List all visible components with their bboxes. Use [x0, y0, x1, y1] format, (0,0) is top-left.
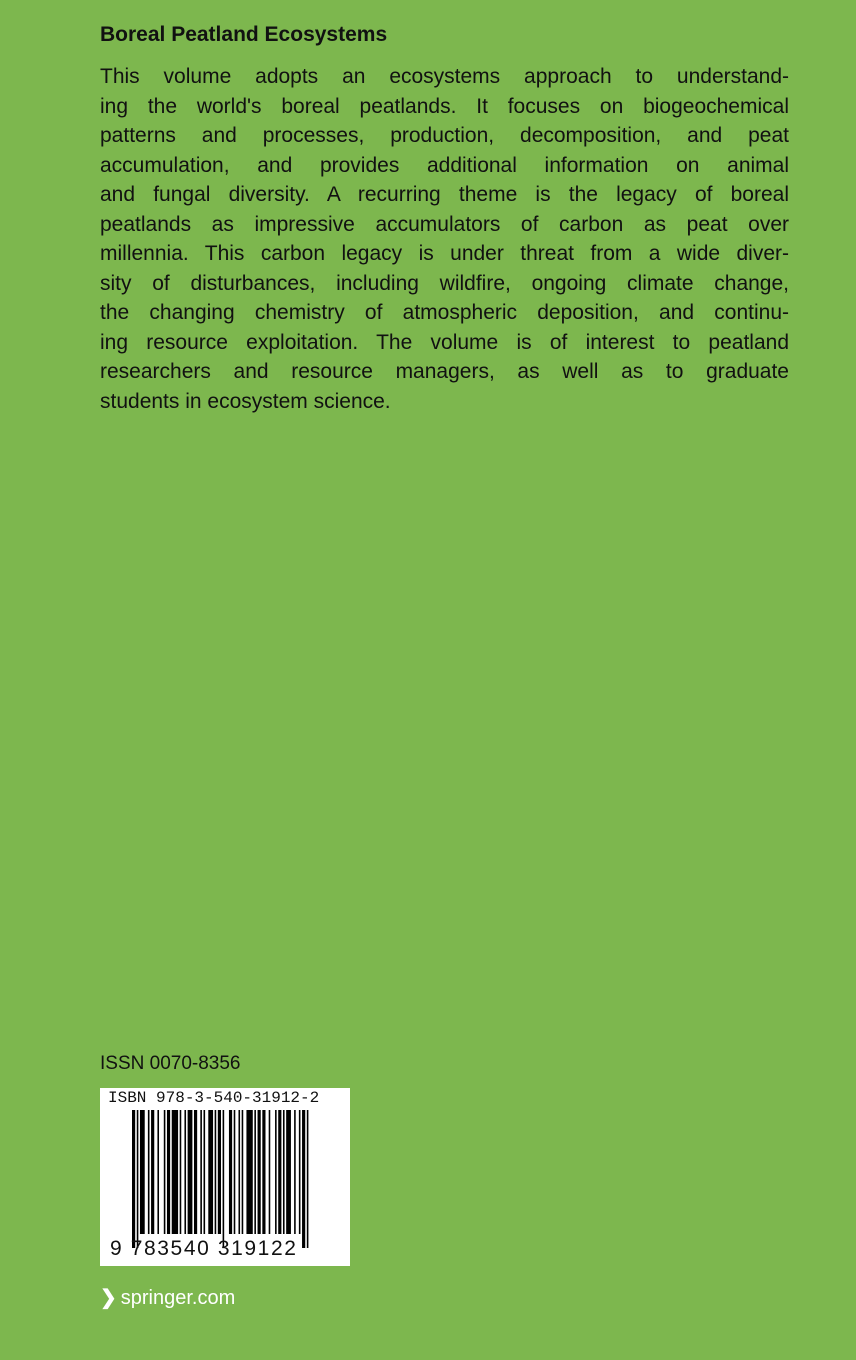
barcode-bar	[218, 1110, 221, 1234]
barcode-bar	[215, 1110, 217, 1234]
description-line: students in ecosystem science.	[100, 389, 391, 413]
barcode-bar	[286, 1110, 291, 1234]
issn-number: ISSN 0070-8356	[100, 1053, 241, 1074]
chevron-right-icon: ❯	[100, 1287, 117, 1309]
barcode-bar	[137, 1110, 139, 1248]
book-description	[100, 62, 789, 416]
barcode-bar	[299, 1110, 301, 1234]
website-label: springer.com	[120, 1287, 236, 1309]
barcode-bar	[258, 1110, 261, 1234]
barcode-bar	[278, 1110, 281, 1234]
barcode-bar	[132, 1110, 135, 1248]
description-line: patterns and processes, production, decomposition, and peat	[100, 124, 789, 147]
description-line: ing the world's boreal peatlands. It focuses on biogeochemical	[100, 94, 789, 118]
description-line: the changing chemistry of atmospheric deposition, and continu-	[100, 301, 789, 324]
barcode-bar	[307, 1110, 309, 1248]
barcode-bar	[262, 1110, 265, 1234]
barcode-bar	[283, 1110, 285, 1234]
description-line: peatlands as impressive accumulators of carbon as peat over	[100, 212, 789, 236]
barcode-bar	[184, 1110, 186, 1234]
barcode-bar	[229, 1110, 232, 1234]
barcode-bar	[294, 1110, 296, 1234]
barcode-bar	[164, 1110, 166, 1234]
barcode-bar	[246, 1110, 252, 1234]
barcode-bar	[188, 1110, 193, 1234]
barcode-bar	[172, 1110, 178, 1234]
barcode-bar	[238, 1110, 240, 1234]
description-line: sity of disturbances, including wildfire, ongoing climate change,	[100, 271, 789, 295]
barcode-bar	[148, 1110, 150, 1234]
barcode-bar	[194, 1110, 197, 1234]
book-title: Boreal Peatland Ecosystems	[100, 23, 388, 46]
description-line: accumulation, and provides additional information on animal	[100, 153, 789, 177]
barcode-bar	[302, 1110, 305, 1248]
isbn-label: ISBN 978-3-540-31912-2	[108, 1089, 320, 1107]
description-line: researchers and resource managers, as well as to graduate	[100, 360, 789, 383]
barcode-bar	[234, 1110, 236, 1234]
barcode-bar	[200, 1110, 202, 1234]
barcode-bar	[157, 1110, 159, 1234]
barcode-bar	[275, 1110, 277, 1234]
publisher-website[interactable]	[100, 1284, 235, 1312]
description-line: This volume adopts an ecosystems approach to understand-	[100, 65, 789, 88]
barcode-bar	[242, 1110, 244, 1234]
barcode-bar	[204, 1110, 206, 1234]
barcode-bar	[254, 1110, 256, 1234]
barcode-bar	[180, 1110, 182, 1234]
description-line: ing resource exploitation. The volume is of interest to peatland	[100, 330, 789, 354]
barcode-digits: 9 783540 319122	[110, 1237, 298, 1260]
description-line: millennia. This carbon legacy is under threat from a wide diver-	[100, 242, 789, 265]
barcode-bar	[208, 1110, 213, 1234]
barcode-bar	[140, 1110, 145, 1234]
barcode-bar	[167, 1110, 170, 1234]
barcode-bar	[269, 1110, 271, 1234]
description-line: and fungal diversity. A recurring theme is the legacy of boreal	[100, 183, 789, 206]
isbn-barcode	[100, 1088, 350, 1266]
barcode-bar	[151, 1110, 154, 1234]
barcode-bar	[223, 1110, 225, 1248]
